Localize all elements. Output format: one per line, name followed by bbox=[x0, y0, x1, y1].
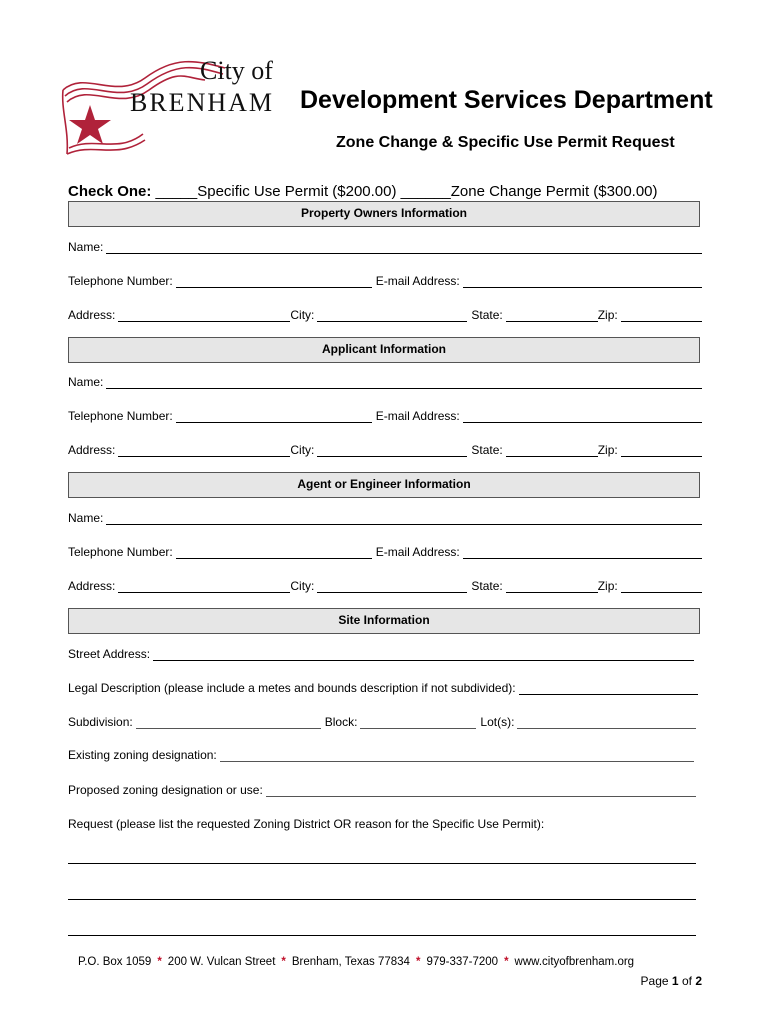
proposed-zoning-row bbox=[68, 781, 696, 797]
subdivision-label: Subdivision: bbox=[68, 715, 133, 729]
proposed-zoning-field[interactable] bbox=[266, 784, 696, 797]
owner-address-field[interactable] bbox=[118, 309, 290, 322]
agent-state-field[interactable] bbox=[506, 580, 598, 593]
agent-name-row bbox=[68, 509, 702, 525]
legal-description-label: Legal Description (please include a metes and bounds description if not subdivided): bbox=[68, 681, 516, 695]
owner-phone-row bbox=[68, 272, 702, 288]
section-header-applicant: Applicant Information bbox=[68, 337, 700, 363]
footer-contact bbox=[78, 956, 698, 968]
agent-city-field[interactable] bbox=[317, 580, 467, 593]
telephone-label: Telephone Number: bbox=[68, 409, 173, 423]
logo-brenham-text: BRENHAM bbox=[130, 88, 275, 117]
owner-zip-field[interactable] bbox=[621, 309, 702, 322]
request-line-2[interactable] bbox=[68, 899, 696, 900]
city-label: City: bbox=[290, 579, 315, 593]
check-one-label: Check One: bbox=[68, 183, 152, 200]
page-number bbox=[600, 974, 702, 988]
telephone-label: Telephone Number: bbox=[68, 274, 173, 288]
owner-city-field[interactable] bbox=[317, 309, 467, 322]
zip-label: Zip: bbox=[597, 308, 618, 322]
footer-city: Brenham, Texas 77834 bbox=[291, 956, 410, 968]
owner-email-field[interactable] bbox=[463, 275, 702, 288]
email-label: E-mail Address: bbox=[375, 274, 460, 288]
owner-state-field[interactable] bbox=[506, 309, 598, 322]
logo-city-text: City of bbox=[200, 56, 273, 85]
agent-name-field[interactable] bbox=[106, 512, 702, 525]
applicant-email-field[interactable] bbox=[463, 410, 702, 423]
existing-zoning-label: Existing zoning designation: bbox=[68, 748, 217, 762]
email-label: E-mail Address: bbox=[375, 409, 460, 423]
lots-label: Lot(s): bbox=[480, 715, 515, 729]
page-current: 1 bbox=[671, 974, 679, 988]
section-header-agent: Agent or Engineer Information bbox=[68, 472, 700, 498]
street-address-row bbox=[68, 645, 694, 661]
proposed-zoning-label: Proposed zoning designation or use: bbox=[68, 783, 263, 797]
address-label: Address: bbox=[68, 308, 116, 322]
check-one-row bbox=[68, 183, 658, 200]
section-header-site: Site Information bbox=[68, 608, 700, 634]
footer-separator: * bbox=[281, 956, 286, 968]
form-title: Zone Change & Specific Use Permit Request bbox=[336, 134, 675, 151]
address-label: Address: bbox=[68, 443, 116, 457]
lots-field[interactable] bbox=[517, 716, 696, 729]
agent-phone-row bbox=[68, 543, 702, 559]
email-label: E-mail Address: bbox=[375, 545, 460, 559]
agent-address-row bbox=[68, 577, 702, 593]
request-row bbox=[68, 815, 702, 831]
footer-website[interactable]: www.cityofbrenham.org bbox=[514, 956, 635, 968]
footer-separator: * bbox=[415, 956, 421, 968]
city-label: City: bbox=[290, 443, 315, 457]
subdivision-field[interactable] bbox=[136, 716, 321, 729]
applicant-name-field[interactable] bbox=[106, 376, 702, 389]
applicant-address-field[interactable] bbox=[118, 444, 290, 457]
street-address-label: Street Address: bbox=[68, 647, 151, 661]
page-label: Page bbox=[640, 974, 669, 988]
agent-email-field[interactable] bbox=[463, 546, 702, 559]
owner-address-row bbox=[68, 306, 702, 322]
block-field[interactable] bbox=[360, 716, 476, 729]
name-label: Name: bbox=[68, 240, 104, 254]
agent-zip-field[interactable] bbox=[621, 580, 702, 593]
name-label: Name: bbox=[68, 375, 104, 389]
subdivision-row bbox=[68, 713, 696, 729]
address-label: Address: bbox=[68, 579, 116, 593]
zip-label: Zip: bbox=[597, 443, 618, 457]
zip-label: Zip: bbox=[597, 579, 618, 593]
existing-zoning-row bbox=[68, 746, 694, 762]
block-label: Block: bbox=[324, 715, 358, 729]
city-label: City: bbox=[290, 308, 315, 322]
street-address-field[interactable] bbox=[153, 648, 694, 661]
page-of: of bbox=[681, 974, 692, 988]
legal-description-field[interactable] bbox=[519, 682, 698, 695]
applicant-name-row bbox=[68, 373, 702, 389]
footer-separator: * bbox=[504, 956, 509, 968]
owner-name-field[interactable] bbox=[106, 241, 702, 254]
state-label: State: bbox=[471, 308, 503, 322]
footer-street: 200 W. Vulcan Street bbox=[167, 956, 276, 968]
owner-telephone-field[interactable] bbox=[176, 275, 372, 288]
name-label: Name: bbox=[68, 511, 104, 525]
request-line-3[interactable] bbox=[68, 935, 696, 936]
request-label: Request (please list the requested Zoning District OR reason for the Specific Use Permit): bbox=[68, 817, 545, 831]
applicant-telephone-field[interactable] bbox=[176, 410, 372, 423]
agent-telephone-field[interactable] bbox=[176, 546, 372, 559]
footer-phone: 979-337-7200 bbox=[426, 956, 499, 968]
owner-name-row bbox=[68, 238, 702, 254]
applicant-city-field[interactable] bbox=[317, 444, 467, 457]
footer-separator: * bbox=[157, 956, 162, 968]
state-label: State: bbox=[471, 443, 503, 457]
existing-zoning-field[interactable] bbox=[220, 749, 694, 762]
specific-use-permit-option[interactable]: _____Specific Use Permit ($200.00) bbox=[155, 183, 397, 200]
zone-change-permit-option[interactable]: ______Zone Change Permit ($300.00) bbox=[400, 183, 658, 200]
state-label: State: bbox=[471, 579, 503, 593]
star-icon bbox=[69, 105, 111, 144]
footer-po-box: P.O. Box 1059 bbox=[78, 956, 152, 968]
agent-address-field[interactable] bbox=[118, 580, 290, 593]
section-header-owners: Property Owners Information bbox=[68, 201, 700, 227]
page-total: 2 bbox=[695, 974, 702, 988]
request-line-1[interactable] bbox=[68, 863, 696, 864]
applicant-state-field[interactable] bbox=[506, 444, 598, 457]
applicant-phone-row bbox=[68, 407, 702, 423]
legal-description-row bbox=[68, 679, 698, 695]
telephone-label: Telephone Number: bbox=[68, 545, 173, 559]
applicant-zip-field[interactable] bbox=[621, 444, 702, 457]
applicant-address-row bbox=[68, 441, 702, 457]
department-title: Development Services Department bbox=[300, 86, 713, 114]
